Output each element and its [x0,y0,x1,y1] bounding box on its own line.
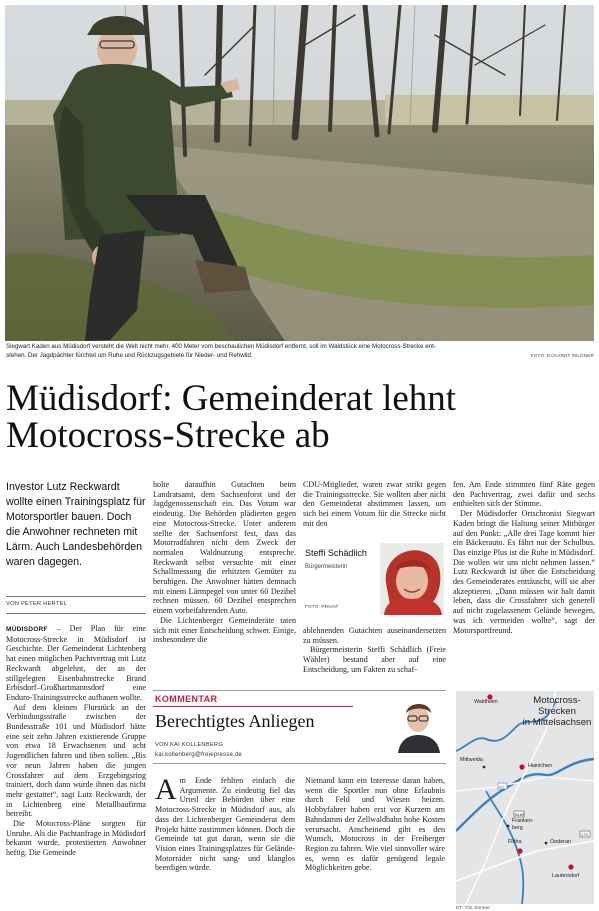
portrait-name: Steffi Schädlich [305,548,367,558]
teaser [6,480,146,570]
teaser-divider [6,596,146,597]
kommentar-email: kai.kollenberg@freiepresse.de [155,752,242,758]
portrait-photo [380,543,444,615]
kommentar-title: Berechtigtes Anliegen [155,711,315,731]
kommentar-top-rule [153,690,446,691]
map-label-lautersdorf: Lautersdorf [552,873,580,879]
kommentar-col2-text: Niemand kann ein Interesse daran haben, wenn die Sportler nun ohne Erlaubnis durch Feld und Wiesen heizen. Hobbyfahrer haben erst vor Kurzem am Bahndamm der Zellwaldbahn hohe Kosten verursacht. Anscheinend gibt es den Wunsch, Motocross in der Freiberger Region zu fahren. Wie viel sinnvoller wäre es, wenn es dafür genügend legale Möglichkeiten gebe. [305,776,445,873]
col4-p1: fen. Am Ende stimmten fünf Räte gegen den Pachtvertrag, zwei dafür und sechs enthielten sich der Stimme. [453,480,595,509]
teaser-text: Investor Lutz Reckwardt wollte einen Trainingsplatz für Motorsportler bauen. Doch die Anwohner rechneten mit Lärm. Auch Landesbehörden waren dagegen. [6,481,146,568]
kommentar-dropcap: A [155,773,177,806]
col3-p2: ablehnenden Gutachten auseinandersetzen zu müssen. [303,626,446,645]
map-title-line-3: in Mittelsachsen [522,717,592,728]
map-title-line-1: Motocross- [533,695,581,706]
col3-p3: Bürgermeisterin Steffi Schädlich (Freie Wähler) bestand aber auf eine Entscheidung, um Fakten zu schaf- [303,645,446,674]
kommentar-bottom-rule [153,763,446,764]
map-credit: KT: Tilo Steiner [456,905,491,910]
teaser-byline: VON PETER HERTEL [6,601,68,607]
col4-p2: Der Müdisdorfer Ortschronist Siegwart Kaden bringt die Haltung seiner Mitbürger auf den Punkt: „Alle drei Tage kommt hier ein Bäckerauto. Es fährt nur der Schulbus. Das einzige Plus ist die Ruhe in Müdisdorf. Die wollen wir uns nicht nehmen lassen.“ Lutz Reckwardt ist über die Entscheidung des Gemeinderates enttäuscht, will sie aber akzeptieren. „Dann müssen wir halt damit leben, dass die Crossfahrer sich generell auf nicht zugelassenem Gelände bewegen, was ich vermeiden wollte“, sagt der Motorsportfreund. [453,509,595,635]
map-title-line-2: Strecken [538,706,576,717]
headline [6,380,596,454]
photo-caption [6,342,594,360]
map-label-frankenberg-2: berg [512,825,523,831]
map-title [520,695,594,728]
portrait-credit: FOTO: PRIVAT [305,604,339,609]
article-column-3-top [303,480,446,529]
kommentar-red-rule [153,706,353,707]
col2-p2: Die Lichtenberger Gemeinderäte taten sich mit einer Entscheidung schwer. Einige, insbesondere die [153,615,296,645]
col1-p3: Die Motocross-Pläne sorgten für Unruhe. Als die Pachtanfrage in Müdisdorf bekannt wurde, protestierten Anwohner heftig. Die Gemeinde [6,819,146,858]
map-label-frankenberg-1: Franken- [512,818,534,824]
dateline: MÜDISDORF [6,626,48,633]
col1-p1: – Der Plan für eine Motocross-Strecke in Müdisdorf ist Geschichte. Der Gemeinderat Lichtenberg hat einen möglichen Pachtvertrag mit Lutz Reckwardt abgelehnt, der an der stillgelegten Eisenbahnstrecke Brand Erbisdorf–Großhartmannsdorf eine Enduro-Trainingsstrecke aufbauen wollte. [6,624,146,702]
map-label-waldheim: Waldheim [474,699,498,705]
article-column-2 [153,480,296,645]
portrait-role: Bürgermeisterin [305,564,348,570]
map-label-a4: A4 [499,784,504,789]
headline-line-2: Motocross-Strecke ab [6,415,330,456]
col3-p1: CDU-Mitglieder, waren zwar strikt gegen die Trainingsstrecke. Sie wollten aber nicht den Gemeinderat abstimmen lassen, um sich bei einem Votum für die Strecke nicht mit den [303,480,446,528]
headline-line-1: Müdisdorf: Gemeinderat lehnt [6,378,457,419]
kommentar-column-2 [305,776,445,873]
caption-line-1: Siegwart Kaden aus Müdisdorf versteht die Welt nicht mehr. 400 Meter vom beschaulichen Müdisdorf entfernt, soll im Waldstück eine Motocross-Strecke ent- [6,343,436,350]
photo-illustration [5,5,594,341]
kommentar-byline: VON KAI KOLLENBERG [155,742,224,748]
teaser-divider-2 [6,613,146,614]
kommentar-author-photo [394,697,442,753]
map-label-hainichen: Hainichen [528,763,552,769]
article-column-3-bottom [303,626,446,675]
map [456,691,594,904]
col2-p1: holte daraufhin Gutachten beim Landratsamt, dem Sachsenforst und der Jagdgenossenschaft ein. Das Votum war eindeutig. Die Behörden plädierten gegen eine Motocross-Strecke. Unter anderem stellte der Sachsenforst fest, dass das Motorradfahren nicht dem Zweck der normalen Waldnutzung entspreche. Reckwardt selbst versuchte mit einer Schallmessung die erhitzten Gemüter zu beruhigen. Die Anwohner hätten demnach mit einem Lärmpegel von unter 60 Dezibel rechnen müssen. 60 Dezibel entsprechen einem vorbeifahrenden Auto. [153,480,296,616]
article-photo [5,5,594,341]
col1-p2: Auf dem kleinen Flurstück an der Verbindungsstraße zwischen der Bundesstraße 101 und Müdisdorf hätte eine seit zehn Jahren existierende Gruppe von etwa 18 Erwachsenen und acht Jugendlichen fahren und üben sollen. „Bis vor neun Jahren haben die jungen Crossfahrer auf dem Erzgebirgsring trainiert, doch dann wurde ihnen das nicht mehr gestattet“, sagt Lutz Reckwardt, der in Lichtenberg eine Metallbaufirma betreibt. [6,702,146,819]
map-label-mittweida: Mittweida [460,757,483,763]
map-label-b169: B169 [515,812,525,817]
article-column-1 [6,624,146,858]
kommentar-label: KOMMENTAR [155,694,218,704]
map-label-oederan: Oederan [550,839,571,845]
kommentar-col1-text: m Ende fehlten einfach die Argumente. Zu eindeutig fiel das Urteil der Behörden über eine Motocross-Strecke in Müdisdorf aus, als dass der Lichtenberger Gemeinderat dem Projekt hätte zustimmen können. Doch die Gemeinde tat gut daran, wenn sie die Vision eines Trainingsplatzes für Gelände-Motorräder nicht sang- und klanglos beerdigen würde. [155,776,295,873]
map-label-floeha: Flöha [508,839,522,845]
photo-credit: FOTO: ECKARDT MILDNER [530,353,594,358]
article-column-4 [453,480,595,635]
map-label-b173: 173 [581,832,588,837]
caption-line-2: stehen. Der Jagdpächter fürchtet um Ruhe und Rückzugsgebiete für Nieder- und Rehwild. [6,352,253,359]
portrait-box [303,540,446,616]
kommentar-column-1 [155,773,295,873]
